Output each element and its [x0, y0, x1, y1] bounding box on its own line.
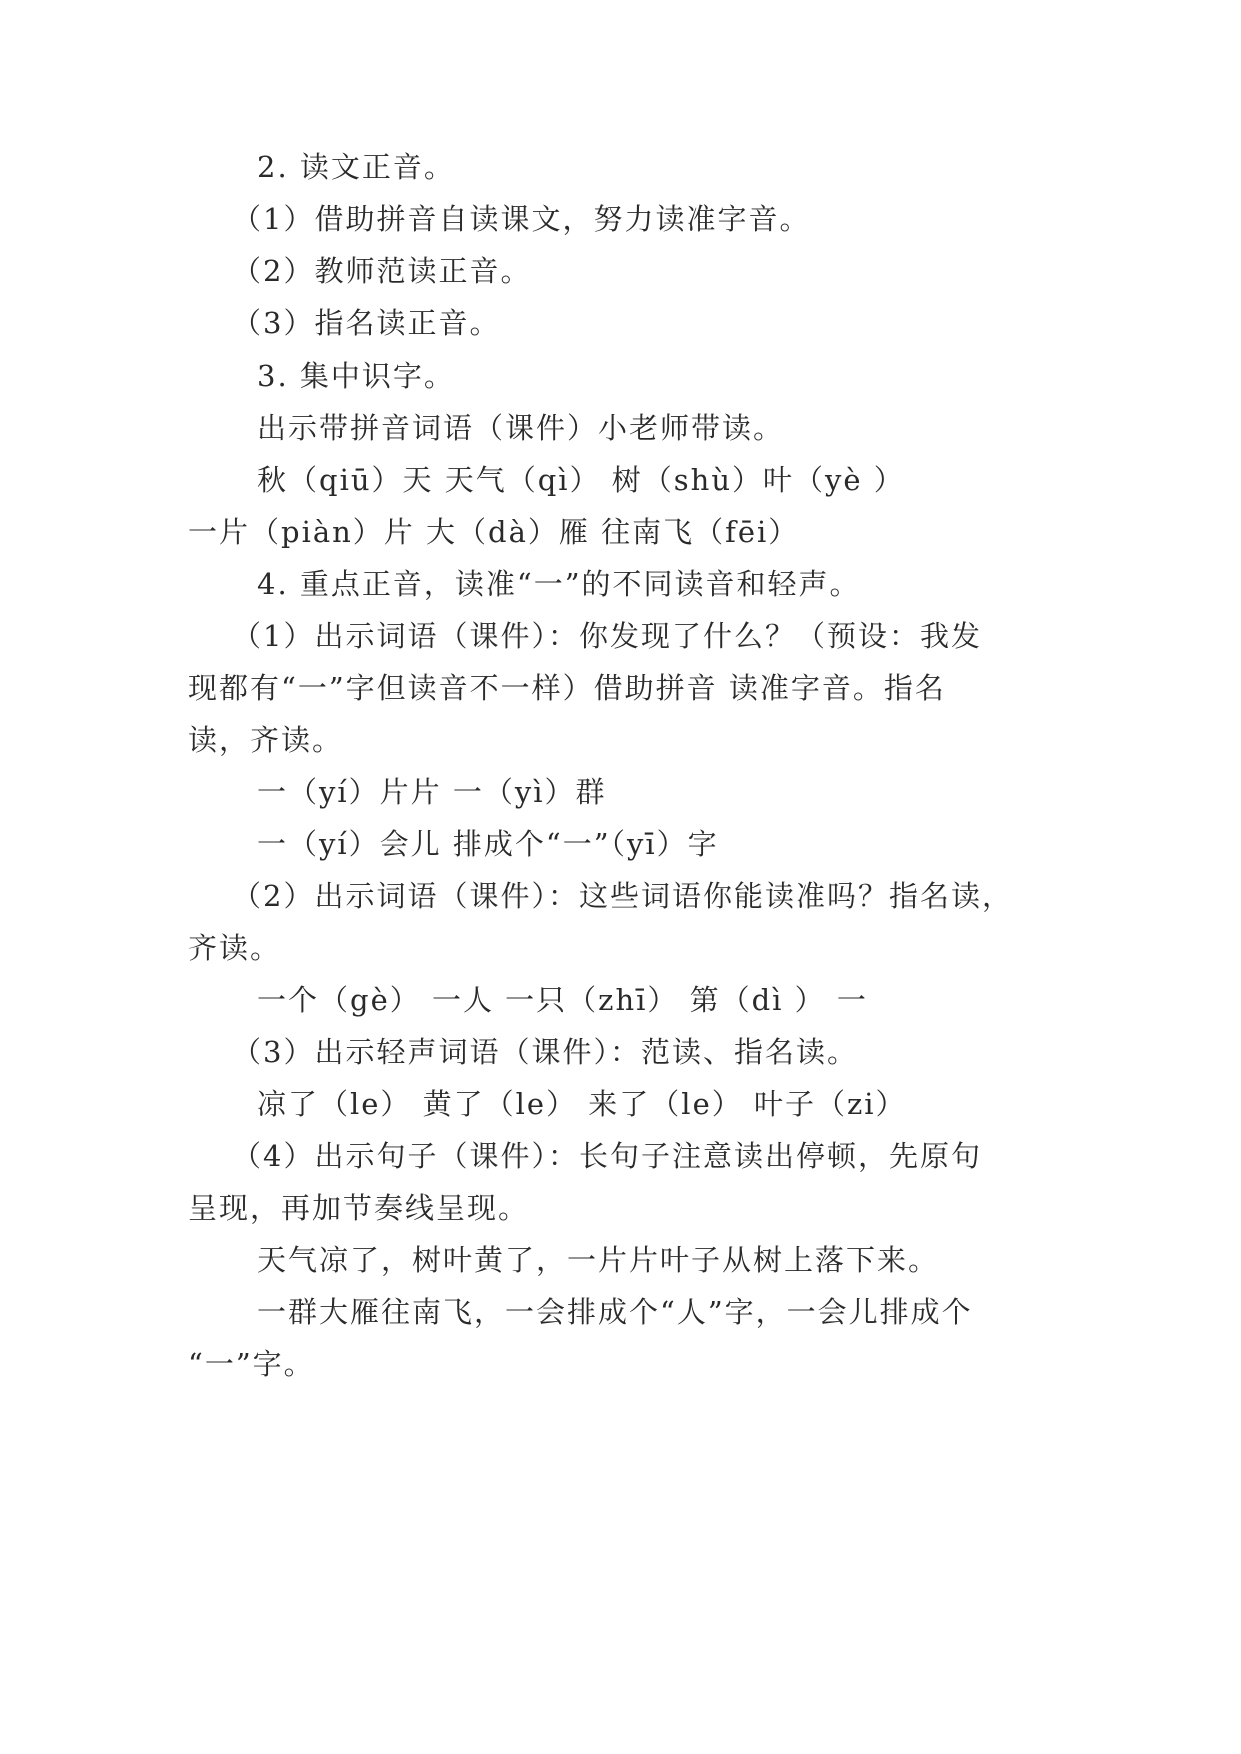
step-1-continued: 现都有“一”字但读音不一样）借助拼音 读准字音。指名 [188, 671, 946, 705]
sentence-2: 一群大雁往南飞，一会排成个“人”字，一会儿排成个 [257, 1295, 973, 1329]
instruction-show-words: 出示带拼音词语（课件）小老师带读。 [257, 411, 785, 445]
heading-literacy: 3. 集中识字。 [257, 359, 455, 393]
sentence-2-continued: “一”字。 [188, 1347, 315, 1381]
step-1-show-words: （1）出示词语（课件）：你发现了什么？（预设：我发 [232, 619, 982, 653]
step-2-teacher-reading: （2）教师范读正音。 [232, 254, 532, 288]
yi-examples-line-2: 一（yí）会儿 排成个“一”（yī）字 [257, 827, 719, 861]
neutral-tone-examples: 凉了（le） 黄了（le） 来了（le） 叶子（zi） [257, 1087, 907, 1121]
step-3-neutral-tone: （3）出示轻声词语（课件）：范读、指名读。 [232, 1035, 858, 1069]
word-list-line-2: 一片（piàn）片 大（dà）雁 往南飞（fēi） [188, 515, 800, 549]
step-3-named-reading: （3）指名读正音。 [232, 306, 501, 340]
step-1-pinyin-reading: （1）借助拼音自读课文，努力读准字音。 [232, 202, 811, 236]
step-4-show-sentences: （4）出示句子（课件）：长句子注意读出停顿，先原句 [232, 1139, 982, 1173]
yi-examples-line-3: 一个（gè） 一人 一只（zhī） 第（dì ） 一 [257, 983, 868, 1017]
heading-read-text: 2. 读文正音。 [257, 150, 455, 184]
step-4-continued: 呈现，再加节奏线呈现。 [188, 1191, 530, 1225]
word-list-line-1: 秋（qiū）天 天气（qì） 树（shù）叶（yè ） [257, 463, 905, 497]
step-2-continued: 齐读。 [188, 931, 282, 965]
step-1-continued-2: 读，齐读。 [188, 723, 344, 757]
yi-examples-line-1: 一（yí）片片 一（yì）群 [257, 775, 607, 809]
step-2-show-words: （2）出示词语（课件）：这些词语你能读准吗？指名读， [232, 879, 1013, 913]
heading-key-pronunciation: 4. 重点正音，读准“一”的不同读音和轻声。 [257, 567, 861, 601]
sentence-1: 天气凉了，树叶黄了，一片片叶子从树上落下来。 [257, 1243, 940, 1277]
